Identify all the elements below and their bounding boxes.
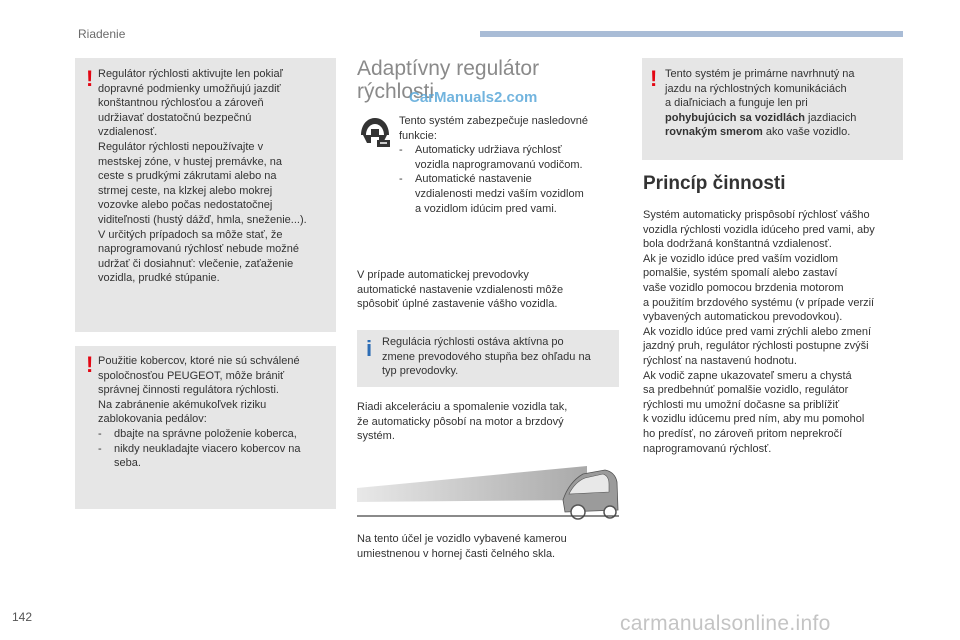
header-bar (480, 31, 903, 37)
warning-exclamation-icon: ! (86, 66, 94, 91)
footer-watermark: carmanualsonline.info (620, 612, 831, 635)
intro-text: Tento systém zabezpečuje nasledovné funkcie: - Automaticky udržiava rýchlosť vozidla naprogramovanú vodičom. - Automatické nastavenie vzdialenosti medzi vaším vozidlom a vozidlom idúcim pred vami. (399, 114, 619, 216)
principle-text: Systém automaticky prispôsobí rýchlosť vášho vozidla rýchlosti vozidla idúceho pred vami, aby bola dodržaná konštantná vzdialenosť. Ak je vozidlo idúce pred vaším vozidlom pomalšie, systém spomalí alebo zastaví vaše vozidlo pomocou brzdenia motorom a použitím brzdového systému (v prípade verzií vybavených automatickou prevodovkou). Ak vozidlo idúce pred vami zrýchli alebo zmení jazdný pruh, regulátor rýchlosti postupne zvýši rýchlosť na nastavenú hodnotu. Ak vodič zapne ukazovateľ smeru a chystá sa predbehnúť pomalšie vozidlo, regulátor rýchlosti mu umožní dočasne sa priblížiť k vozidlu idúcemu pred ním, aby mu pomohol ho predísť, no zároveň pritom neprekročí naprogramovanú rýchlosť. (643, 209, 875, 455)
page-title: Adaptívny regulátor rýchlosti (357, 57, 540, 103)
watermark: CarManuals2.com (409, 89, 538, 106)
car-camera-illustration (357, 460, 619, 527)
steering-wheel-icon (357, 113, 393, 154)
list-item: - nikdy neukladajte viacero kobercov na seba. (98, 442, 301, 470)
info-text: Regulácia rýchlosti ostáva aktívna po zmene prevodového stupňa bez ohľadu na typ prevodovky. (382, 336, 591, 378)
section-heading: Princíp činnosti (643, 173, 786, 194)
paragraph-acceleration: Riadi akceleráciu a spomalenie vozidla tak, že automaticky pôsobí na motor a brzdový systém. (357, 401, 568, 443)
list-item: - Automaticky udržiava rýchlosť vozidla naprogramovanú vodičom. (399, 144, 583, 171)
paragraph-auto-gearbox: V prípade automatickej prevodovky automatické nastavenie vzdialenosti môže spôsobiť úplné zastavenie vášho vozidla. (357, 269, 564, 311)
paragraph-camera: Na tento účel je vozidlo vybavené kamerou umiestnenou v hornej časti čelného skla. (357, 533, 567, 560)
page-number: 142 (12, 610, 33, 624)
list-item: - Automatické nastavenie vzdialenosti medzi vaším vozidlom a vozidlom idúcim pred vami. (399, 173, 584, 215)
warning-exclamation-icon: ! (86, 352, 94, 377)
list-item: - dbajte na správne položenie koberca, (98, 427, 297, 440)
section-header: Riadenie (78, 27, 126, 41)
info-icon: i (366, 336, 373, 361)
warning-text-1: Regulátor rýchlosti aktivujte len pokiaľ dopravné podmienky umožňujú jazdiť konštantnou rýchlosťou a zároveň udržiavať dostatočnú bezpečnú vzdialenosť. Regulátor rýchlosti nepoužívajte v mestskej zóne, v hustej premávke, na ceste s prudkými zákrutami alebo na strmej ceste, na klzkej alebo mokrej vozovke alebo počas nedostatočnej viditeľnosti (hustý dážď, hmla, sneženie...). V určitých prípadoch sa môže stať, že naprogramovanú rýchlosť nebude možné udržať či dosiahnuť: vlečenie, zaťaženie vozidla, prudké stúpanie. (98, 68, 307, 285)
warning-text-3: Tento systém je primárne navrhnutý na jazdu na rýchlostných komunikáciách a diaľniciach a funguje len pri pohybujúcich sa vozidlách jazdiacich rovnakým smerom ako vaše vozidlo. (665, 68, 857, 139)
warning-text-2: Použitie kobercov, ktoré nie sú schválené spoločnosťou PEUGEOT, môže brániť správnej činnosti regulátora rýchlosti. Na zabránenie akémukoľvek riziku zablokovania pedálov: - dbajte na správne položenie koberca, - nikdy neukladajte viacero kobercov na seba. (98, 354, 332, 471)
warning-exclamation-icon: ! (650, 66, 658, 91)
